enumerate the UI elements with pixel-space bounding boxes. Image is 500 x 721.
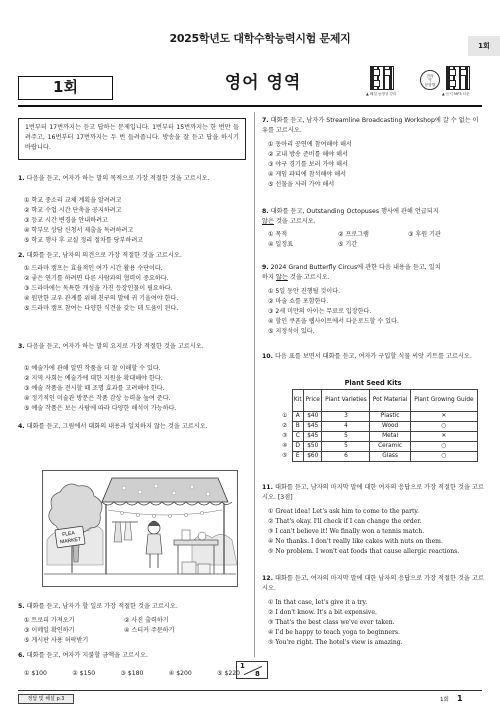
sticker-line: 전라 [426,74,434,78]
table-cell: Metal [370,432,410,442]
q8-options [268,230,478,250]
exam-title: 2025학년도 대학수학능력시험 문제지 [169,32,351,45]
question-text: 대화를 듣고, 남자의 의견으로 가장 적절한 것을 고르시오. [26,252,182,259]
footer-rule [18,690,482,691]
question-7 [262,116,484,135]
table-cell: $60 [304,452,322,462]
footer-right [440,694,463,705]
option[interactable]: ⑤ 게시판 사용 허락받기 [24,636,89,644]
option[interactable]: ④ 일정표 [268,240,294,248]
table-header-row [278,390,478,412]
option[interactable]: ⑤ 기간 [338,240,358,248]
q6-options [24,669,240,679]
option[interactable]: ① 5일 동안 진행될 것이다. [268,288,341,295]
subject-title: 영어 영역 [224,73,302,93]
question-8 [262,207,484,226]
option[interactable]: ④ 학부모 상담 신청서 제출을 독려하려고 [24,226,134,234]
table-cell: D [292,442,304,452]
qr-code-left-icon[interactable] [370,66,394,90]
table-cell: ○ [410,422,477,432]
question-text: 다음을 듣고, 여자가 하는 말의 요지로 가장 적절한 것을 고르시오. [26,343,204,350]
table-cell: ① [282,412,288,419]
option[interactable]: ④ 정기적인 미술관 방문은 작품 감상 능력을 높여 준다. [24,394,171,402]
qr-code-right-icon[interactable] [446,66,470,90]
question-text: 것을 고르시오. [287,273,330,281]
option[interactable]: ⑤ 선물을 사러 가야 해서 [268,180,335,188]
table-header: Plant Varieties [322,390,370,412]
option[interactable]: ④ 할인 쿠폰을 웹사이트에서 다운로드할 수 있다. [268,317,399,325]
sign-text-flea: FLEA [61,530,76,539]
question-3 [18,342,248,352]
question-5 [18,602,248,612]
option[interactable]: ⑤ You're right. The hotel's view is amazing. [268,638,403,646]
question-number: 6. [18,652,25,659]
table-row[interactable] [278,412,478,422]
option[interactable]: ③ 등교 시간 변경을 안내하려고 [24,216,108,224]
question-number: 4. [18,423,25,430]
option[interactable]: ③ 예술 작품을 전시할 때 조명 효과를 고려해야 한다. [24,384,165,392]
table-cell: B [292,422,304,432]
option[interactable]: ④ No thanks. I don't really like cakes with nuts on them. [268,537,443,545]
question-number: 3. [18,343,25,350]
table-cell: $45 [304,422,322,432]
table-header-blank [278,390,292,412]
table-cell: ✕ [410,412,477,422]
question-12 [262,574,484,593]
question-9 [262,263,484,282]
question-text: 대화를 듣고, 그림에서 대화의 내용과 일치하지 않는 것을 고르시오. [26,423,208,430]
question-text: 대화를 듣고, 남자가 할 일로 가장 적절한 것을 고르시오. [26,603,178,610]
plant-seed-kits-table [278,389,478,462]
footer-page-number: 1 [456,694,463,703]
option[interactable]: ④ 원만한 교우 관계를 위해 친구의 말에 귀 기울여야 한다. [24,294,179,302]
question-text: 대화를 듣고, 여자가 지불할 금액을 고르시오. [26,652,148,659]
option[interactable]: ⑤ 지정석이 있다. [268,327,315,335]
option[interactable]: ② 프로그램 [338,231,369,238]
option[interactable]: ② That's okay. I'll check if I can change the order. [268,517,422,525]
sticker-badge [420,70,440,90]
question-text: 2024 Grand Butterfly Circus에 관한 다음 내용을 듣고, 일치 [270,264,441,271]
q1-options [24,196,244,246]
q2-options [24,264,248,314]
answer-key-tag[interactable]: 정답 및 해설 p.3 [18,694,74,704]
page-number: 1 [240,662,245,670]
q5-options [24,616,224,646]
option[interactable]: ② 사진 출력하기 [124,617,169,624]
table-cell: ○ [410,442,477,452]
table-cell: 5 [322,442,370,452]
question-text-underlined: 않은 [262,217,274,225]
option[interactable]: ② 지역 사회는 예술가에 대한 지원을 확대해야 한다. [24,374,163,382]
option[interactable]: ① In that case, let's give it a try. [268,599,368,606]
option[interactable]: ① 동아리 공연에 참여해야 해서 [268,141,352,148]
question-number: 5. [18,603,25,610]
listening-notice: 1번부터 17번까지는 듣고 답하는 문제입니다. 1번부터 15번까지는 한 번만 들려주고, 16번부터 17번까지는 두 번 들려줍니다. 방송을 잘 듣고 답을 하시기 바랍니다. [18,118,246,160]
option[interactable]: ③ That's the best class we've ever taken. [268,618,395,626]
question-11 [262,483,484,502]
option[interactable]: ③ 후원 기관 [408,231,441,238]
question-1 [18,174,248,184]
sticker-line: 문항별 [424,82,436,87]
question-text: 다음을 듣고, 여자가 하는 말의 목적으로 가장 적절한 것을 고르시오. [26,175,210,182]
question-text: 하지 [262,273,276,281]
table-row[interactable] [278,452,478,462]
table-cell: 6 [322,452,370,462]
question-number: 7. [262,117,269,124]
table-header: Price [304,390,322,412]
option[interactable]: ⑤ $220 [217,670,240,677]
flea-market-illustration [42,470,238,587]
option[interactable]: ⑤ 예술 작품은 보는 사람에 따라 다양한 해석이 가능하다. [24,404,177,412]
option[interactable]: ② 교내 방송 준비를 해야 해서 [268,150,348,158]
question-2 [18,251,248,261]
footer-round-label: 1회 [440,697,449,703]
option[interactable]: ② I don't know. It's a bit expensive. [268,608,377,616]
option[interactable]: ① 학교 중소리 교체 계획을 알려려고 [24,197,122,204]
q7-options [268,140,482,190]
table-cell: Plastic [370,412,410,422]
option[interactable]: ② 학교 수업 시간 단축을 공지하려고 [24,206,122,214]
option[interactable]: ② $150 [72,670,96,677]
option[interactable]: ④ 게임 파티에 참석해야 해서 [268,170,346,178]
table-cell: Glass [370,452,410,462]
option[interactable]: ① 예술가에 관해 알면 작품을 더 잘 이해할 수 있다. [24,365,161,372]
q9-options [268,287,482,337]
qr-caption-left: ▲ 해설 동영상 강의 [366,92,397,96]
option[interactable]: ② 마술 쇼를 포함한다. [268,297,329,305]
table-cell: 5 [322,432,370,442]
question-number: 11. [262,484,273,491]
sign-text-market: MARKET [59,536,82,546]
question-number: 9. [262,264,269,271]
option[interactable]: ④ I'd be happy to teach yoga to beginners. [268,628,400,636]
table-header: Kit [292,390,304,412]
question-number: 1. [18,175,25,182]
option[interactable]: ① $100 [24,670,47,677]
table-cell: A [292,412,304,422]
table-cell: ③ [282,432,288,439]
option[interactable]: ① 드라마 캠프는 효율적인 여가 시간 활용 수단이다. [24,265,163,272]
question-4 [18,422,248,432]
question-text: 대화를 듣고, 남자의 마지막 말에 대한 여자의 응답으로 가장 적절한 것을 고르시오. [3점] [262,484,484,501]
option[interactable]: ④ $200 [168,670,192,677]
table-cell: ✕ [410,432,477,442]
question-number: 8. [262,208,269,215]
table-header: Plant Growing Guide [410,390,477,412]
option[interactable]: ③ 드라마에는 독특한 개성을 가진 등장인물이 필요하다. [24,284,173,292]
option[interactable]: ③ 2세 미만의 아이는 무료로 입장한다. [268,307,372,315]
header-rule [18,105,482,107]
option[interactable]: ⑤ No problem. I won't eat foods that cause allergic reactions. [268,547,460,555]
option[interactable]: ④ 스티커 주문하기 [124,626,175,634]
question-text: 것을 고르시오. [273,217,316,225]
round-tab: 1회 [468,36,500,56]
table-title: Plant Seed Kits [344,379,402,387]
question-text: 대화를 듣고, 여자의 마지막 말에 대한 남자의 응답으로 가장 적절한 것을 고르시오. [262,575,484,592]
table-cell: E [292,452,304,462]
question-text: 다음 표를 보면서 대화를 듣고, 여자가 구입할 식물 씨앗 키트를 고르시오. [274,353,472,360]
column-divider [254,112,255,657]
page-total: 8 [255,670,260,678]
question-text: 대화를 듣고, 남자가 Streamline Broadcasting Workshop에 갈 수 없는 이유를 고르시오. [262,117,479,134]
question-10 [262,352,484,362]
option[interactable]: ① 트로피 가져오기 [24,617,75,624]
option[interactable]: ② 좋은 연기를 하려면 다른 사람과의 협력이 중요하다. [24,274,169,282]
option[interactable]: ⑤ 학교 행사 후 교실 정리 절차를 당부하려고 [24,236,144,244]
option[interactable]: ⑤ 드라마 캠프 참여는 다양한 식견을 갖는 데 도움이 된다. [24,304,179,312]
option[interactable]: ① 목적 [268,231,288,238]
table-cell: ○ [410,452,477,462]
table-header: Pot Material [370,390,410,412]
question-number: 12. [262,575,273,582]
question-number: 2. [18,252,25,259]
table-cell: ⑤ [282,452,288,459]
table-cell: ② [282,422,288,429]
question-text-underlined: 않는 [275,273,288,281]
option[interactable]: ① Great idea! Let's ask him to come to the party. [268,508,419,515]
table-row[interactable] [278,432,478,442]
q3-options [24,364,248,414]
table-cell: Wood [370,422,410,432]
round-label: 1회 [18,76,113,100]
table-row[interactable] [278,442,478,452]
q12-options [268,598,484,648]
page-indicator [236,661,268,679]
table-cell: ④ [282,442,288,449]
table-row[interactable] [278,422,478,432]
table-cell: $50 [304,442,322,452]
option[interactable]: ③ 야구 경기를 보러 가야 해서 [268,160,348,168]
table-cell: $40 [304,412,322,422]
qr-caption-right: ▲ 듣기 MP3 다운 [442,92,470,96]
table-cell: C [292,432,304,442]
option[interactable]: ③ $180 [120,670,144,677]
question-text: 대화를 듣고, Outstanding Octopuses 행사에 관해 언급되지 [270,208,439,215]
option[interactable]: ③ I can't believe it! We finally won a tennis match. [268,527,425,535]
table-cell: Ceramic [370,442,410,452]
option[interactable]: ③ 이메일 확인하기 [24,626,75,634]
table-cell: $45 [304,432,322,442]
question-6 [18,651,248,661]
sticker-line: 약 [428,78,432,83]
table-cell: 4 [322,422,370,432]
q11-options [268,507,484,557]
table-cell: 3 [322,412,370,422]
question-number: 10. [262,353,273,360]
